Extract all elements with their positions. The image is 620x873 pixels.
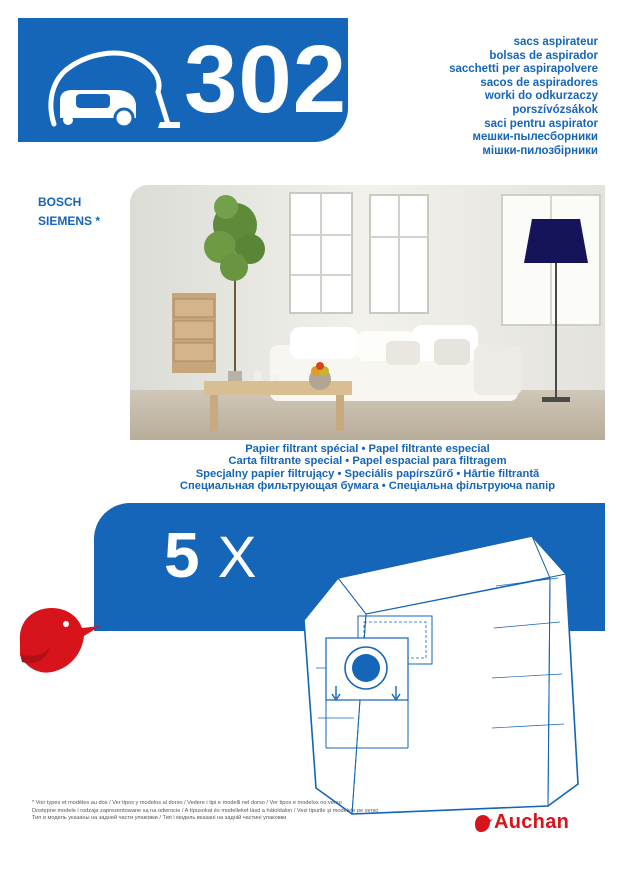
language-line: sacchetti per aspirapolvere (449, 63, 598, 76)
brand-name: SIEMENS * (38, 214, 101, 228)
bird-logo-icon (12, 596, 102, 686)
filter-paper-line: Papier filtrant spécial • Papel filtrante especial (245, 443, 490, 455)
quantity-unit: X (217, 525, 258, 590)
brand-list (38, 193, 100, 231)
quantity-number: 5 (164, 519, 201, 591)
auchan-logo-text: Auchan (494, 811, 570, 833)
quantity-label (164, 515, 257, 598)
auchan-bird-icon (473, 812, 493, 834)
vacuum-bag-illustration (296, 518, 588, 818)
filter-paper-line: Carta filtrante special • Papel espacial para filtragem (228, 455, 507, 468)
language-line: bolsas de aspirador (489, 49, 598, 62)
brand-name: BOSCH (38, 195, 82, 209)
model-number: 302 (184, 26, 348, 133)
footnote-line: Dostępne modele i rodzaje zaprezentowane są na odwrocie / A típusokat és modelleket lásd a hátoldalon / Vezi tipurile și modelele pe verso (32, 807, 379, 814)
filter-paper-line: Specjalny papier filtrujący • Speciális papírszűrő • Hârtie filtrantă (195, 467, 540, 480)
filter-paper-line: Специальная фильтрующая бумага • Спеціальна фільтруюча папір (179, 479, 556, 492)
living-room-photo (130, 185, 605, 440)
footnote-line: Тип и модель указаны на задней части упаковки / Тип і модель вказані на задній частині упаковки (32, 815, 287, 822)
language-line: saci pentru aspirator (484, 117, 598, 130)
language-line: sacs aspirateur (513, 36, 598, 48)
auchan-logo (473, 811, 569, 834)
language-list (449, 36, 598, 158)
language-line: worki do odkurzaczy (484, 90, 598, 103)
photo-frame (130, 185, 605, 505)
footnote-line: * Voir types et modèles au dos / Ver tipos y modelos al dorso / Vedere i tipi e modelli nel dorso / Ver tipos e modelos no verso (32, 800, 342, 806)
vacuum-cleaner-icon (46, 36, 186, 130)
header-box (18, 18, 348, 142)
language-line: porszívózsákok (512, 103, 598, 116)
filter-paper-text (130, 443, 605, 492)
language-line: мешки-пылесборники (472, 131, 598, 144)
language-line: мішки-пилозбірники (482, 144, 598, 157)
language-line: sacos de aspiradores (480, 76, 598, 89)
footnote (32, 800, 452, 823)
